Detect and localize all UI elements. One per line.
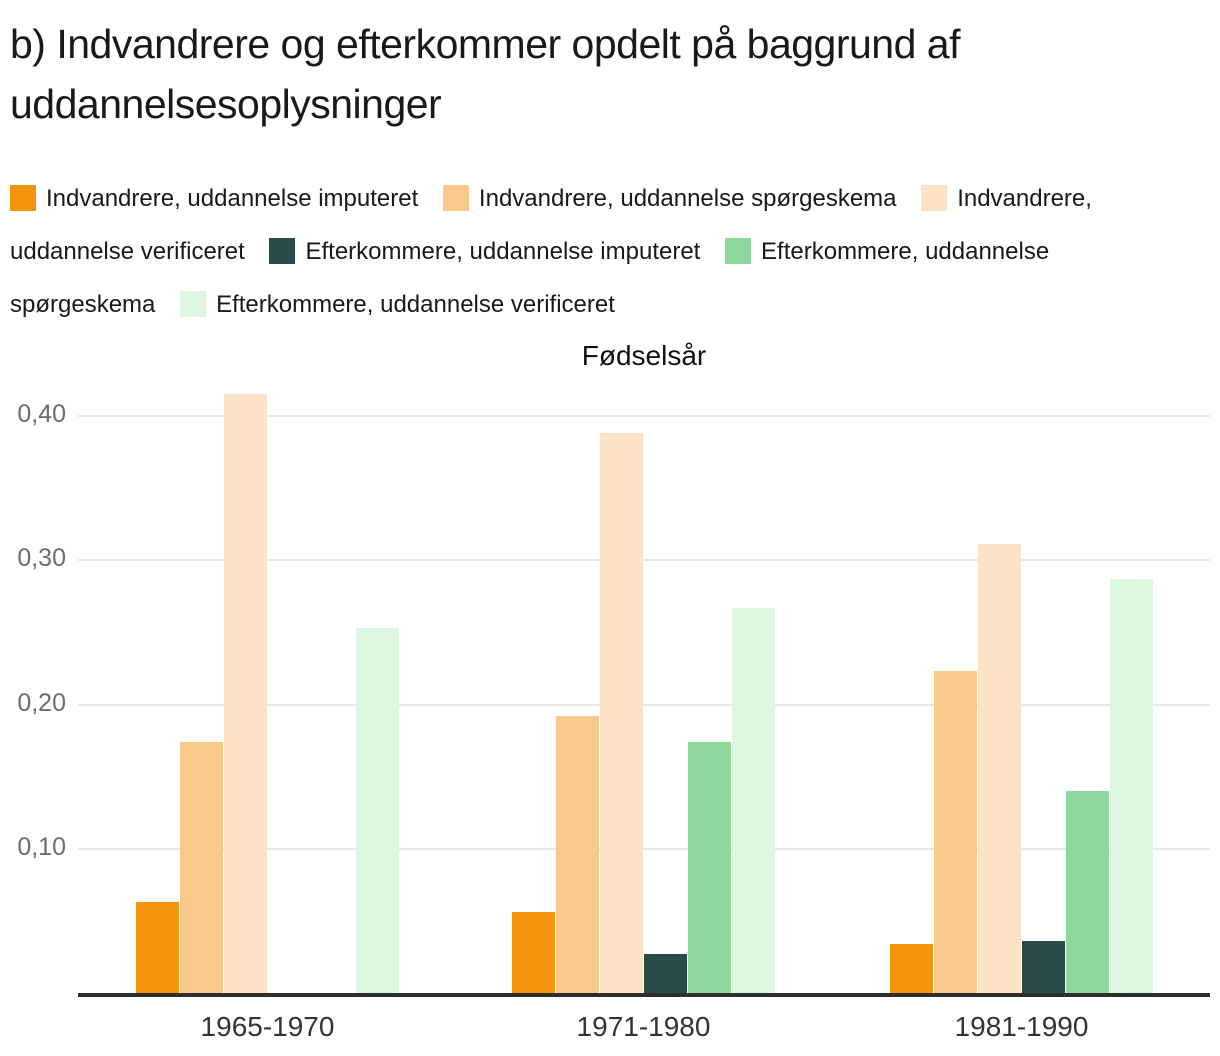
x-tick-label: 1965-1970: [200, 1011, 335, 1042]
legend-label: Indvandrere, uddannelse verificeret: [10, 185, 1092, 265]
legend-swatch-icon: [269, 238, 295, 264]
x-axis-line: [78, 993, 1210, 997]
bar: [600, 433, 643, 993]
y-tick-label: 0,30: [17, 544, 66, 573]
bar: [732, 608, 775, 993]
legend-item: [162, 291, 615, 318]
legend-label: Indvandrere, uddannelse imputeret: [46, 185, 419, 212]
legend-swatch-icon: [443, 185, 469, 211]
legend-label: Indvandrere, uddannelse spørgeskema: [478, 185, 897, 212]
legend-swatch-icon: [180, 291, 206, 317]
bar-group-1971-1980: [512, 433, 775, 993]
legend-label: Efterkommere, uddannelse imputeret: [305, 238, 701, 265]
bar: [934, 671, 977, 993]
bar: [688, 742, 731, 993]
legend-item: [425, 185, 897, 212]
legend-item: [251, 238, 700, 265]
bar: [890, 944, 933, 993]
bar: [136, 902, 179, 993]
bar: [978, 544, 1021, 993]
legend-swatch-icon: [725, 238, 751, 264]
bar: [644, 954, 687, 993]
legend-label: Efterkommere, uddannelse verificeret: [216, 291, 615, 318]
y-tick-label: 0,10: [17, 832, 66, 861]
legend-swatch-icon: [10, 185, 36, 211]
legend: [10, 172, 1102, 331]
y-tick-label: 0,40: [17, 400, 66, 428]
y-tick-label: 0,20: [17, 688, 66, 717]
legend-item: [10, 185, 418, 212]
bar-group-1981-1990: [890, 544, 1153, 993]
bar: [224, 394, 267, 993]
x-tick-label: 1981-1990: [954, 1011, 1089, 1042]
legend-swatch-icon: [921, 185, 947, 211]
bar: [1066, 791, 1109, 993]
bar: [356, 628, 399, 993]
bar: [1022, 941, 1065, 993]
x-axis-title: Fødselsår: [581, 340, 707, 371]
bar: [556, 716, 599, 993]
chart-title: b) Indvandrere og efterkommer opdelt på baggrund af uddannelsesoplysninger: [10, 21, 960, 127]
bar: [180, 742, 223, 993]
x-tick-label: 1971-1980: [576, 1011, 711, 1042]
bar: [512, 912, 555, 993]
bar: [1110, 579, 1153, 993]
legend-label: Efterkommere, uddannelse spørgeskema: [10, 238, 1050, 318]
bar-group-1965-1970: [136, 394, 399, 993]
